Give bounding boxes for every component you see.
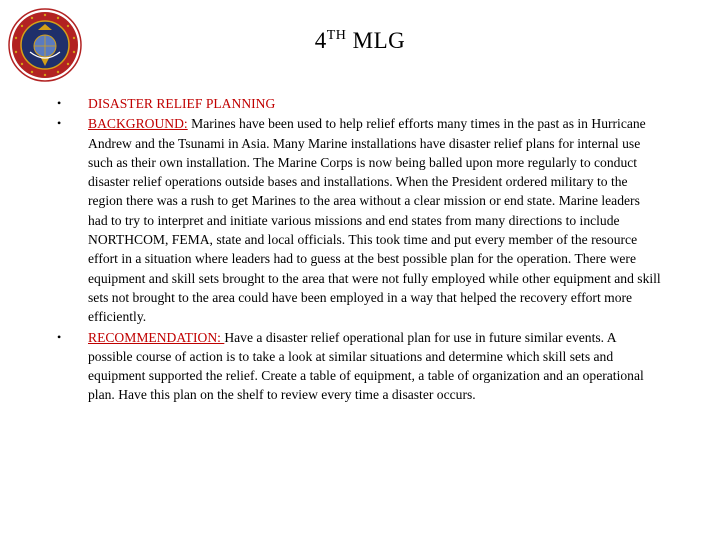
bullet-marker: • [57, 96, 62, 110]
list-item [57, 114, 662, 326]
list-item [57, 94, 662, 113]
page-title: 4TH MLG [314, 28, 406, 53]
section-heading-background: BACKGROUND: [88, 116, 188, 132]
recommendation-text: Have a disaster relief operational plan for use in future similar events. A possible course of action is to take a look at similar situations and determine which skill sets and equipment supported the relief. Create a table of equipment, a table of organization and an operational plan. Have this plan on the shelf to review every time a disaster occurs. [88, 329, 644, 403]
background-text: Marines have been used to help relief efforts many times in the past as in Hurricane Andrew and the Tsunami in Asia. Many Marine installations have disaster relief plans for internal use such as their own installation. The Marine Corps is now being balled upon more regularly to conduct disaster relief operations outside bases and installations. When the President ordered military to the region there was a rush to get Marines to the area without a clear mission or end state. Marine leaders had to try to interpret and initiate various missions and end states from many directions to include NORTHCOM, FEMA, state and local officials. This took time and put every member of the resource effort in a situation where leaders had to guess at the best possible plan for the operation. There were equipment and skill sets brought to the area that were not fully employed while other equipment and skill sets not brought to the area could have been employed in a way that helped the recovery effort more efficiently. [88, 116, 661, 325]
section-heading-recommendation: RECOMMENDATION: [88, 329, 225, 345]
bullet-marker: • [57, 116, 62, 131]
bullet-marker: • [57, 329, 62, 344]
bullet-list [57, 94, 662, 406]
section-heading-planning: DISASTER RELIEF PLANNING [88, 96, 276, 111]
list-item [57, 328, 662, 405]
